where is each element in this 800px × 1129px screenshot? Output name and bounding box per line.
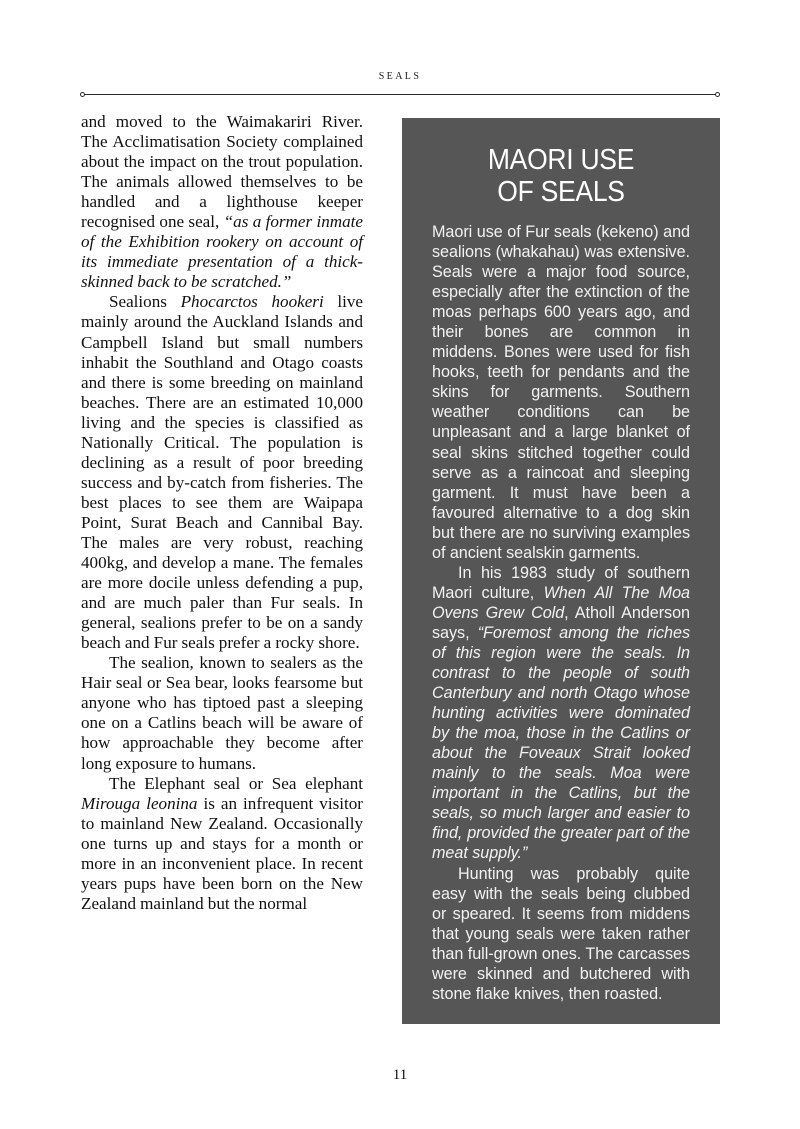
italic-run: When All The Moa Ovens Grew Cold: [432, 583, 690, 622]
text-run: , Atholl Anderson says,: [432, 603, 690, 642]
text-run: The Elephant seal or Sea elephant: [109, 773, 363, 793]
sidebar-body: [432, 222, 690, 1004]
text-run: is an infrequent visitor to mainland New Zealand. Occasionally one turns up and stays for a month or more in an inconvenient place. In recent years pups have been born on the New Zealand mainland but the normal: [81, 793, 363, 913]
text-run: Sealions: [109, 292, 181, 312]
text-run: live mainly around the Auckland Islands and Campbell Island but small numbers inhabit the Southland and Otago coasts and there is some breeding on mainland beaches. There are an estimated 10,000 living and the species is classified as Nationally Critical. The population is declining as a result of poor breeding success and by-catch from fisheries. The best places to see them are Waipapa Point, Surat Beach and Cannibal Bay. The males are very robust, reaching 400kg, and develop a mane. The females are more docile unless defending a pup, and are much paler than Fur seals. In general, sealions prefer to be on a sandy beach and Fur seals prefer a rocky shore.: [81, 292, 363, 653]
text-run: In his 1983 study of southern Maori culture,: [432, 563, 690, 602]
running-head: [80, 66, 720, 84]
page-number: 11: [392, 1067, 408, 1083]
italic-run: “as a former inmate of the Exhibition rookery on account of its immediate presentation of a thick-skinned back to be scratched.”: [81, 212, 364, 292]
sidebar-title-line-2: OF SEALS: [497, 176, 625, 208]
paragraph: [81, 653, 363, 773]
paragraph: [81, 774, 363, 914]
text-run: Maori use of Fur seals (kekeno) and sealions (whakahau) was extensive. Seals were a major food source, especially after the extinction of the moas perhaps 600 years ago, and their bones are common in middens. Bones were used for fish hooks, teeth for pendants and the skins for garments. Southern weather conditions can be unpleasant and a large blanket of seal skins stitched together could serve as a raincoat and sleeping garment. It must have been a favoured alternative to a dog skin but there are no surviving examples of ancient sealskin garments.: [432, 223, 690, 562]
text-run: and moved to the Waimakariri River. The Acclimatisation Society complained about the impact on the trout population. The animals allowed themselves to be handled and a lighthouse keeper recognised one seal,: [81, 112, 363, 232]
italic-run: Phocarctos hookeri: [180, 292, 324, 312]
rule-end-dot-right-icon: [715, 92, 720, 97]
paragraph: [81, 112, 363, 292]
rule-line: [84, 94, 716, 95]
italic-run: Mirouga leonina: [81, 793, 198, 813]
sidebar-panel: [402, 118, 720, 1024]
italic-run: “Foremost among the riches of this region were the seals. In contrast to the people of south Canterbury and north Otago whose hunting activities were dominated by the moa, those in the Catlins or about the Foveaux Strait looked mainly to the seals. Moa were important in the Catlins, but the seals, so much larger and easier to find, provided the greater part of the meat supply.”: [432, 623, 690, 863]
header-rule: [80, 90, 720, 99]
sidebar-title: [413, 144, 709, 208]
text-run: The sealion, known to sealers as the Hair seal or Sea bear, looks fearsome but anyone who has tiptoed past a sleeping one on a Catlins beach will be aware of how approachable they become after long exposure to humans.: [81, 653, 363, 773]
sidebar-title-line-1: MAORI USE: [487, 144, 635, 176]
paragraph: [432, 222, 690, 563]
main-text-column: [81, 112, 363, 914]
paragraph: [432, 563, 690, 864]
paragraph: [432, 864, 690, 1004]
paragraph: [81, 292, 363, 653]
text-run: Hunting was probably quite easy with the seals being clubbed or speared. It seems from middens that young seals were taken rather than full-grown ones. The carcasses were skinned and butchered with stone flake knives, then roasted.: [432, 864, 690, 1003]
running-head-label: SEALS: [378, 71, 422, 82]
